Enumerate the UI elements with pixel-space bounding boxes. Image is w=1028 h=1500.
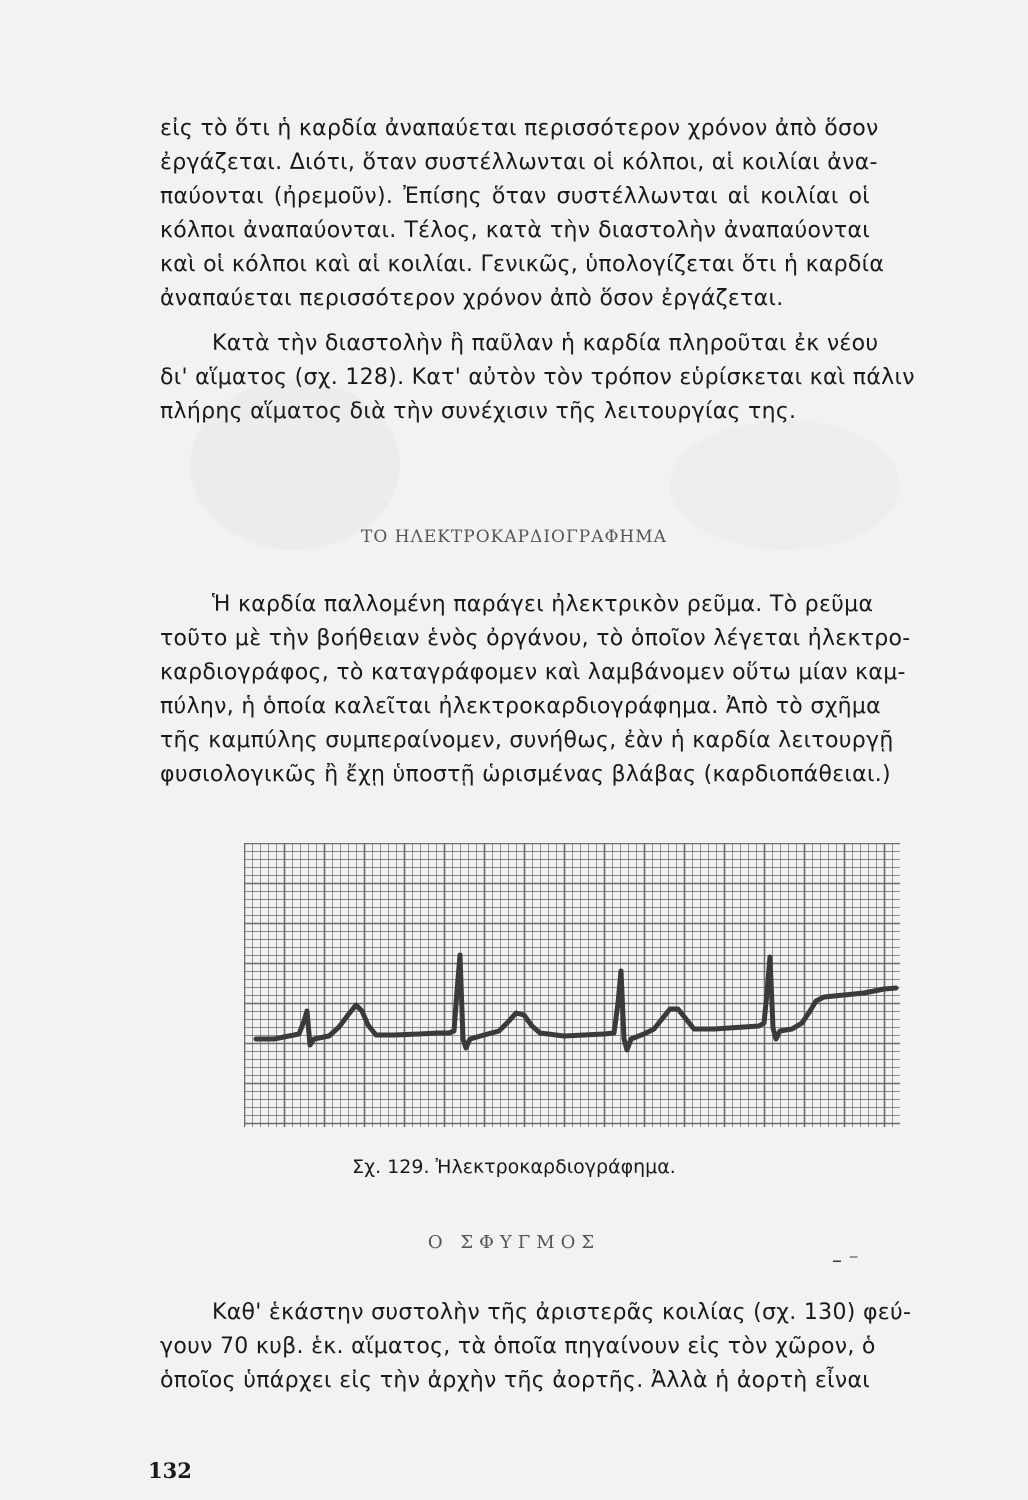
ecg-figure	[244, 843, 900, 1127]
text-line: καρδιογράφος, τὸ καταγράφομεν καὶ λαμβάνομεν οὕτω μίαν καμ-	[160, 660, 906, 685]
page-number: 132	[148, 1458, 192, 1483]
text-line: ἐργάζεται. Διότι, ὅταν συστέλλωνται οἱ κόλποι, αἱ κοιλίαι ἀνα-	[160, 150, 878, 175]
text-line: εἰς τὸ ὅτι ἡ καρδία ἀναπαύεται περισσότερον χρόνον ἀπὸ ὅσον	[160, 116, 879, 141]
figure-caption: Σχ. 129. Ἠλεκτροκαρδιογράφημα.	[352, 1156, 676, 1178]
text-line: φυσιολογικῶς ἢ ἔχῃ ὑποστῇ ὡρισμένας βλάβας (καρδιοπάθειαι.)	[160, 762, 891, 787]
text-line: δι' αἵματος (σχ. 128). Κατ' αὐτὸν τὸν τρόπον εὑρίσκεται καὶ πάλιν	[160, 365, 915, 390]
text-line: γουν 70 κυβ. ἑκ. αἵματος, τὰ ὁποῖα πηγαίνουν εἰς τὸν χῶρον, ὁ	[160, 1334, 876, 1359]
text-line: Κατὰ τὴν διαστολὴν ἢ παῦλαν ἡ καρδία πληροῦται ἐκ νέου	[212, 331, 879, 356]
text-line: πύλην, ἡ ὁποία καλεῖται ἠλεκτροκαρδιογράφημα. Ἀπὸ τὸ σχῆμα	[160, 694, 881, 719]
section-heading-pulse: Ο ΣΦΥΓΜΟΣ	[427, 1232, 601, 1253]
text-line: καὶ οἱ κόλποι καὶ αἱ κοιλίαι. Γενικῶς, ὑπολογίζεται ὅτι ἡ καρδία	[160, 252, 885, 277]
text-line: ἀναπαύεται περισσότερον χρόνον ἀπὸ ὅσον ἐργάζεται.	[160, 286, 784, 311]
ecg-grid	[244, 843, 900, 1127]
paragraph-pulse	[160, 1296, 912, 1398]
text-line: τῆς καμπύλης συμπεραίνομεν, συνήθως, ἐὰν ἡ καρδία λειτουργῇ	[160, 728, 894, 753]
ink-smudge: – ⁻	[832, 1248, 859, 1272]
section-heading-ecg: ΤΟ ΗΛΕΚΤΡΟΚΑΡΔΙΟΓΡΑΦΗΜΑ	[361, 527, 667, 547]
text-line: κόλποι ἀναπαύονται. Τέλος, κατὰ τὴν διαστολὴν ἀναπαύονται	[160, 218, 870, 243]
text-line: Ἡ καρδία παλλομένη παράγει ἠλεκτρικὸν ρεῦμα. Τὸ ρεῦμα	[212, 592, 874, 617]
text-line: τοῦτο μὲ τὴν βοήθειαν ἑνὸς ὀργάνου, τὸ ὁποῖον λέγεται ἠλεκτρο-	[160, 626, 911, 651]
text-line: παύονται (ἠρεμοῦν). Ἐπίσης ὅταν συστέλλωνται αἱ κοιλίαι οἱ	[160, 184, 870, 209]
text-line: ὁποῖος ὑπάρχει εἰς τὴν ἀρχὴν τῆς ἀορτῆς. Ἀλλὰ ἡ ἀορτὴ εἶναι	[160, 1368, 870, 1393]
paragraph-diastole	[160, 327, 915, 429]
paragraph-ecg	[160, 588, 911, 792]
text-line: πλήρης αἵματος διὰ τὴν συνέχισιν τῆς λειτουργίας της.	[160, 399, 797, 424]
text-line: Καθ' ἑκάστην συστολὴν τῆς ἀριστερᾶς κοιλίας (σχ. 130) φεύ-	[212, 1300, 912, 1325]
paragraph-heart-rest	[160, 112, 885, 316]
